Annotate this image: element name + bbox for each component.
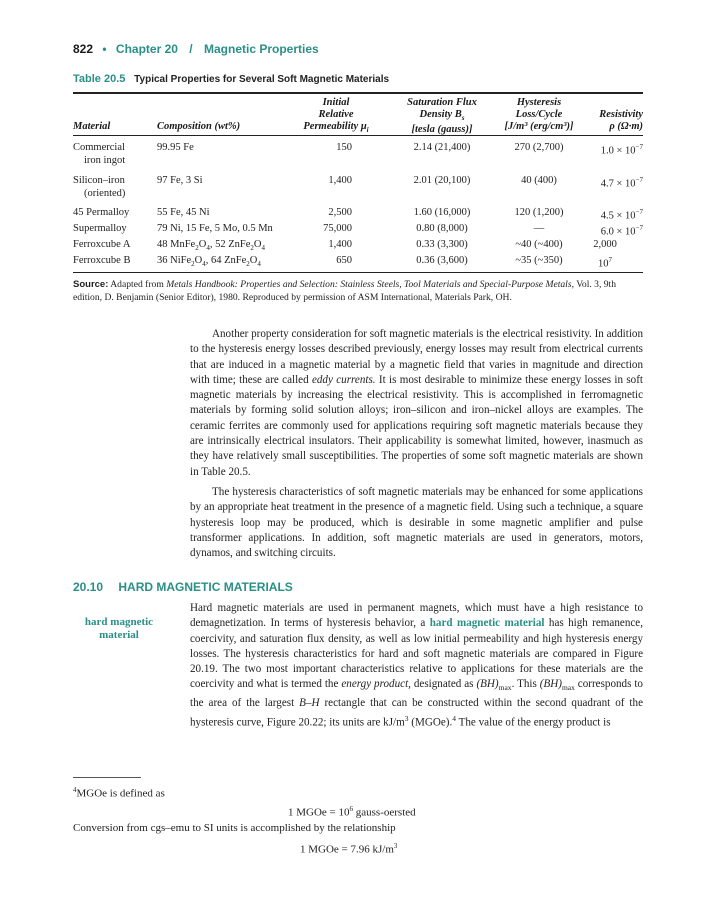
table-caption: [73, 73, 389, 85]
table-cell-permeability: 650: [336, 255, 352, 266]
table-cell-resistivity: $6.0 \times 10^{-7}$: [600, 224, 643, 238]
table-cell-resistivity: $4.7 \times 10^{-7}$: [600, 176, 643, 190]
table-cell-permeability: 150: [336, 142, 352, 153]
running-header: [73, 42, 319, 56]
table-cell-flux: 2.01 (20,100): [413, 175, 471, 186]
body-paragraph: Another property consideration for soft magnetic materials is the electrical resistivity. In addition to the hysteresis energy losses described previously, energy losses may result from electrical currents that are induced in a magnetic material by a magnetic field that varies in magnitude and direction with time; these are called eddy currents. It is most desirable to minimize these energy losses in soft magnetic materials by increasing the electrical resistivity. This is accomplished in ferromagnetic materials by forming solid solution alloys; iron–silicon and iron–nickel alloys are examples. The ceramic ferrites are commonly used for applications requiring soft magnetic materials because they are intrinsically electrical insulators. Their applicability is somewhat limited, however, inasmuch as they have relatively small susceptibilities. The properties of some soft magnetic materials are shown in Table 20.5.: [190, 328, 643, 478]
table-cell-resistivity: $10^7$: [598, 256, 612, 270]
table-cell-flux: 2.14 (21,400): [413, 142, 471, 153]
table-cell-material: Silicon–iron (oriented): [73, 175, 126, 199]
header-bullet: •: [102, 42, 107, 56]
col-header-permeability: Initial Relative Permeability $\mu_i$: [303, 97, 369, 135]
table-cell-composition: 79 Ni, 15 Fe, 5 Mo, 0.5 Mn: [157, 223, 273, 234]
table-top-rule: [73, 92, 643, 94]
table-cell-material: Supermalloy: [73, 223, 127, 234]
footnote-rule: [73, 777, 141, 778]
table-cell-flux: 0.36 (3,600): [416, 255, 468, 266]
footnote-text: $^4$MGOe is defined as: [73, 786, 165, 800]
table-bottom-rule: [73, 272, 643, 273]
page-number: 822: [73, 42, 94, 56]
table-source-note: Source: Adapted from Metals Handbook: Properties and Selection: Stainless Steels, Tool Materials and Special-Purpose Metals, Vol. 3, 9th edition, D. Benjamin (Senior Editor), 1980. Reproduced by permission of ASM International, Materials Park, OH.: [73, 279, 617, 303]
col-header-resistivity: Resistivity ρ (Ω·m): [599, 109, 643, 132]
table-number: Table 20.5: [73, 73, 126, 85]
footnote-equation: 1 MGOe = $10^6$ gauss-oersted: [288, 805, 416, 819]
glossary-keyword: hard magnetic material: [429, 617, 545, 630]
body-paragraph: Hard magnetic materials are used in permanent magnets, which must have a high resistance to demagnetization. In terms of hysteresis behavior, a hard magnetic material has high remanence, coercivity, and saturation flux density, as well as low initial permeability and high hysteresis energy losses. The hysteresis characteristics for hard and soft magnetic materials are compared in Figure 20.19. The two most important characteristics relative to applications for these materials are the coercivity and what is termed the energy product, designated as $(BH)_{max}$. This $(BH)_{max}$ corresponds to the area of the largest B–H rectangle that can be constructed within the second quadrant of the hysteresis curve, Figure 20.22; its units are $kJ/m^3$ (MGOe).$^4$ The value of the energy product is: [190, 602, 643, 729]
table-cell-resistivity: $1.0 \times 10^{-7}$: [600, 143, 643, 157]
table-cell-hysteresis: ~40 (~400): [515, 239, 563, 250]
section-title: HARD MAGNETIC MATERIALS: [118, 580, 293, 594]
table-cell-permeability: 1,400: [328, 175, 352, 186]
table-cell-material: 45 Permalloy: [73, 207, 130, 218]
table-cell-hysteresis: 40 (400): [521, 175, 557, 186]
table-cell-composition: 55 Fe, 45 Ni: [157, 207, 210, 218]
table-cell-composition: 99.95 Fe: [157, 142, 194, 153]
col-header-hysteresis: Hysteresis Loss/Cycle [J/m³ (erg/cm³)]: [504, 97, 574, 132]
chapter-title: Magnetic Properties: [203, 42, 319, 56]
section-number: 20.10: [73, 580, 104, 594]
col-header-flux: Saturation Flux Density $B_s$ [tesla (gauss)]: [407, 97, 477, 136]
table-cell-hysteresis: —: [533, 223, 545, 234]
table-cell-composition: 97 Fe, 3 Si: [157, 175, 203, 186]
table-cell-resistivity: $4.5 \times 10^{-7}$: [600, 208, 643, 222]
header-slash: /: [189, 42, 193, 56]
table-cell-material: Ferroxcube A: [73, 239, 131, 250]
table-cell-hysteresis: ~35 (~350): [515, 255, 563, 266]
col-header-composition: Composition (wt%): [157, 121, 241, 132]
table-cell-hysteresis: 120 (1,200): [514, 207, 564, 218]
table-cell-permeability: 1,400: [328, 239, 352, 250]
section-heading: [73, 580, 293, 594]
table-cell-flux: 0.80 (8,000): [416, 223, 468, 234]
footnote-equation: 1 MGOe = 7.96 $kJ/m^3$: [300, 842, 398, 856]
table-cell-material: Ferroxcube B: [73, 255, 131, 266]
table-cell-flux: 1.60 (16,000): [413, 207, 471, 218]
table-cell-resistivity: 2,000: [593, 239, 617, 250]
table-cell-hysteresis: 270 (2,700): [514, 142, 564, 153]
table-cell-composition: 36 $NiFe_2O_4$, 64 $ZnFe_2O_4$: [157, 255, 261, 269]
body-paragraph: The hysteresis characteristics of soft magnetic materials may be enhanced for some applications by an appropriate heat treatment in the presence of a magnetic field. Using such a technique, a square hysteresis loop may be produced, which is desirable in some magnetic amplifier and pulse transformer applications. In addition, soft magnetic materials are used in generators, motors, dynamos, and switching circuits.: [190, 486, 643, 560]
footnote-text: Conversion from cgs–emu to SI units is accomplished by the relationship: [73, 822, 396, 834]
footnote-marker: 4: [452, 714, 457, 724]
table-cell-permeability: 2,500: [328, 207, 352, 218]
table-cell-composition: 48 $MnFe_2O_4$, 52 $ZnFe_2O_4$: [157, 239, 265, 253]
margin-glossary-term: hard magnetic material: [84, 616, 154, 641]
col-header-material: Material: [73, 121, 111, 132]
table-cell-permeability: 75,000: [323, 223, 352, 234]
table-cell-material: Commercial iron ingot: [73, 142, 126, 166]
table-cell-flux: 0.33 (3,300): [416, 239, 468, 250]
table-title: Typical Properties for Several Soft Magnetic Materials: [134, 74, 390, 85]
chapter-label: Chapter 20: [115, 42, 178, 56]
